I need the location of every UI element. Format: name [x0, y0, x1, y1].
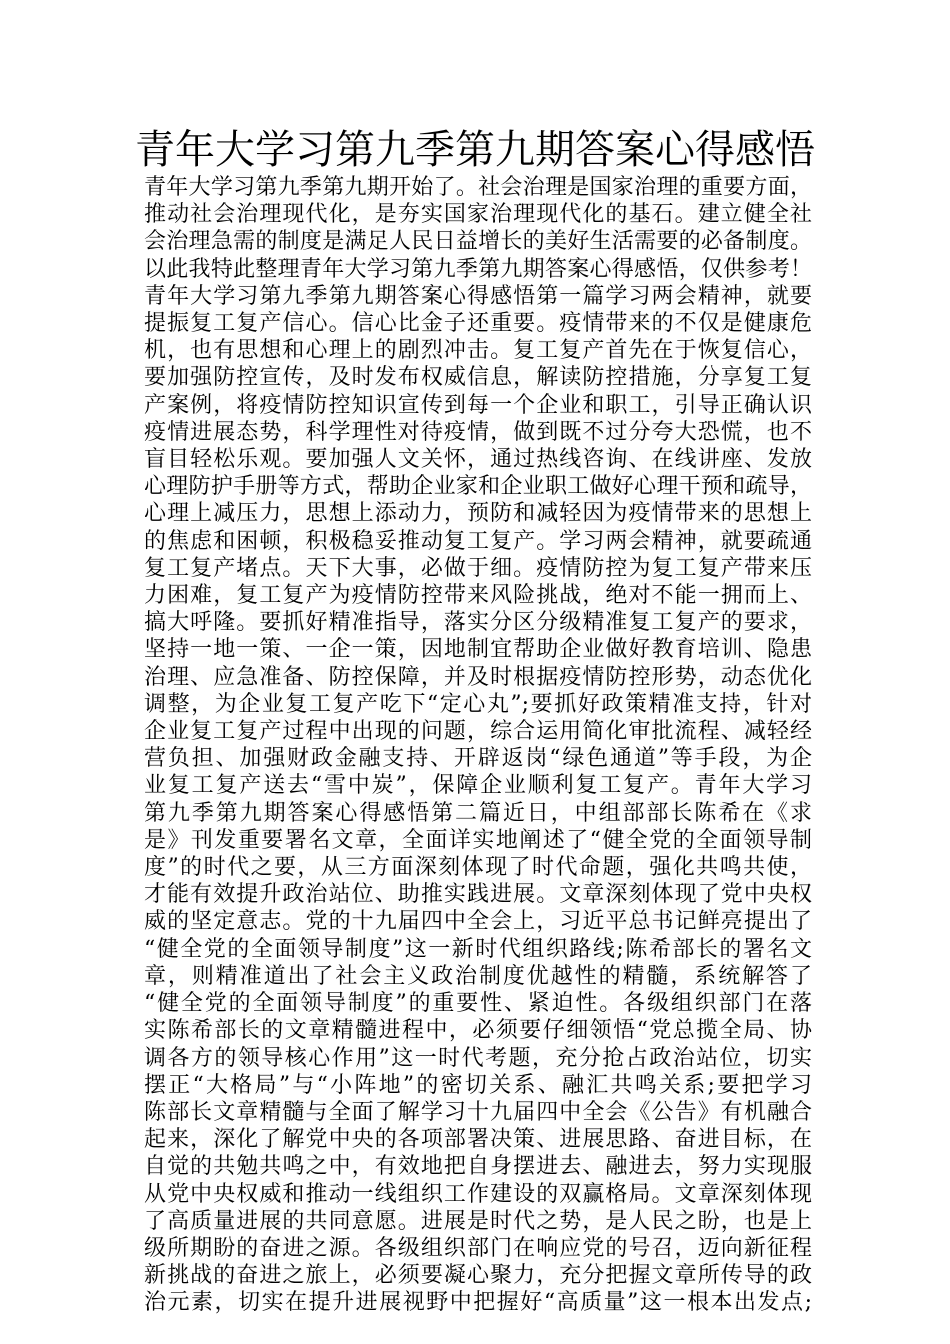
body-line: 盲目轻松乐观。要加强人文关怀，通过热线咨询、在线讲座、发放	[144, 447, 812, 473]
body-line: 实陈希部长的文章精髓进程中，必须要仔细领悟“党总揽全局、协	[144, 1018, 812, 1044]
body-line: 章，则精准道出了社会主义政治制度优越性的精髓，系统解答了	[144, 963, 812, 989]
body-line: 复工复产堵点。天下大事，必做于细。疫情防控为复工复产带来压	[144, 555, 812, 581]
body-line: 营负担、加强财政金融支持、开辟返岗“绿色通道”等手段，为企	[144, 746, 812, 772]
body-line: 搞大呼隆。要抓好精准指导，落实分区分级精准复工复产的要求，	[144, 610, 812, 636]
body-line: 自觉的共勉共鸣之中，有效地把自身摆进去、融进去，努力实现服	[144, 1154, 812, 1180]
body-line: 以此我特此整理青年大学习第九季第九期答案心得感悟，仅供参考！	[144, 256, 812, 282]
body-line: 新挑战的奋进之旅上，必须要凝心聚力，充分把握文章所传导的政	[144, 1263, 812, 1289]
body-line: 威的坚定意志。党的十九届四中全会上，习近平总书记鲜亮提出了	[144, 909, 812, 935]
body-line: 第九季第九期答案心得感悟第二篇近日，中组部部长陈希在《求	[144, 800, 812, 826]
body-line: 会治理急需的制度是满足人民日益增长的美好生活需要的必备制度。	[144, 229, 812, 255]
body-line: 才能有效提升政治站位、助推实践进展。文章深刻体现了党中央权	[144, 882, 812, 908]
body-line: 陈部长文章精髓与全面了解学习十九届四中全会《公告》有机融合	[144, 1099, 812, 1125]
body-line: 坚持一地一策、一企一策，因地制宜帮助企业做好教育培训、隐患	[144, 637, 812, 663]
body-line: 度”的时代之要，从三方面深刻体现了时代命题，强化共鸣共使，	[144, 855, 812, 881]
body-line: 的焦虑和困顿，积极稳妥推动复工复产。学习两会精神，就要疏通	[144, 528, 812, 554]
body-line: 起来，深化了解党中央的各项部署决策、进展思路、奋进目标，在	[144, 1127, 812, 1153]
body-line: 推动社会治理现代化，是夯实国家治理现代化的基石。建立健全社	[144, 202, 812, 228]
body-line: 心理防护手册等方式，帮助企业家和企业职工做好心理干预和疏导，	[144, 474, 812, 500]
body-line: 业复工复产送去“雪中炭”，保障企业顺利复工复产。青年大学习	[144, 773, 812, 799]
document-body	[144, 174, 812, 1317]
body-line: 了高质量进展的共同意愿。进展是时代之势，是人民之盼，也是上	[144, 1208, 812, 1234]
body-line: 企业复工复产过程中出现的问题，综合运用简化审批流程、减轻经	[144, 719, 812, 745]
body-line: 治元素，切实在提升进展视野中把握好“高质量”这一根本出发点;	[144, 1290, 812, 1316]
body-line: 从党中央权威和推动一线组织工作建设的双赢格局。文章深刻体现	[144, 1181, 812, 1207]
body-line: 心理上减压力，思想上添动力，预防和减轻因为疫情带来的思想上	[144, 501, 812, 527]
body-line: 机，也有思想和心理上的剧烈冲击。复工复产首先在于恢复信心，	[144, 338, 812, 364]
body-line: 级所期盼的奋进之源。各级组织部门在响应党的号召，迈向新征程	[144, 1235, 812, 1261]
body-line: “健全党的全面领导制度”这一新时代组织路线;陈希部长的署名文	[144, 936, 812, 962]
body-line: 调整，为企业复工复产吃下“定心丸”;要抓好政策精准支持，针对	[144, 691, 812, 717]
body-line: 青年大学习第九季第九期答案心得感悟第一篇学习两会精神，就要	[144, 283, 812, 309]
body-line: 产案例，将疫情防控知识宣传到每一个企业和职工，引导正确认识	[144, 392, 812, 418]
body-line: 治理、应急准备、防控保障，并及时根据疫情防控形势，动态优化	[144, 664, 812, 690]
body-line: 摆正“大格局”与“小阵地”的密切关系、融汇共鸣关系;要把学习	[144, 1072, 812, 1098]
body-line: 调各方的领导核心作用”这一时代考题，充分抢占政治站位，切实	[144, 1045, 812, 1071]
body-line: 提振复工复产信心。信心比金子还重要。疫情带来的不仅是健康危	[144, 311, 812, 337]
body-line: 要加强防控宣传，及时发布权威信息，解读防控措施，分享复工复	[144, 365, 812, 391]
body-line: “健全党的全面领导制度”的重要性、紧迫性。各级组织部门在落	[144, 991, 812, 1017]
body-line: 青年大学习第九季第九期开始了。社会治理是国家治理的重要方面，	[144, 175, 812, 200]
body-line: 疫情进展态势，科学理性对待疫情，做到既不过分夸大恐慌，也不	[144, 419, 812, 445]
body-line: 力困难，复工复产为疫情防控带来风险挑战，绝对不能一拥而上、	[144, 583, 812, 609]
body-line: 是》刊发重要署名文章，全面详实地阐述了“健全党的全面领导制	[144, 827, 812, 853]
document-title: 青年大学习第九季第九期答案心得感悟	[135, 127, 815, 173]
